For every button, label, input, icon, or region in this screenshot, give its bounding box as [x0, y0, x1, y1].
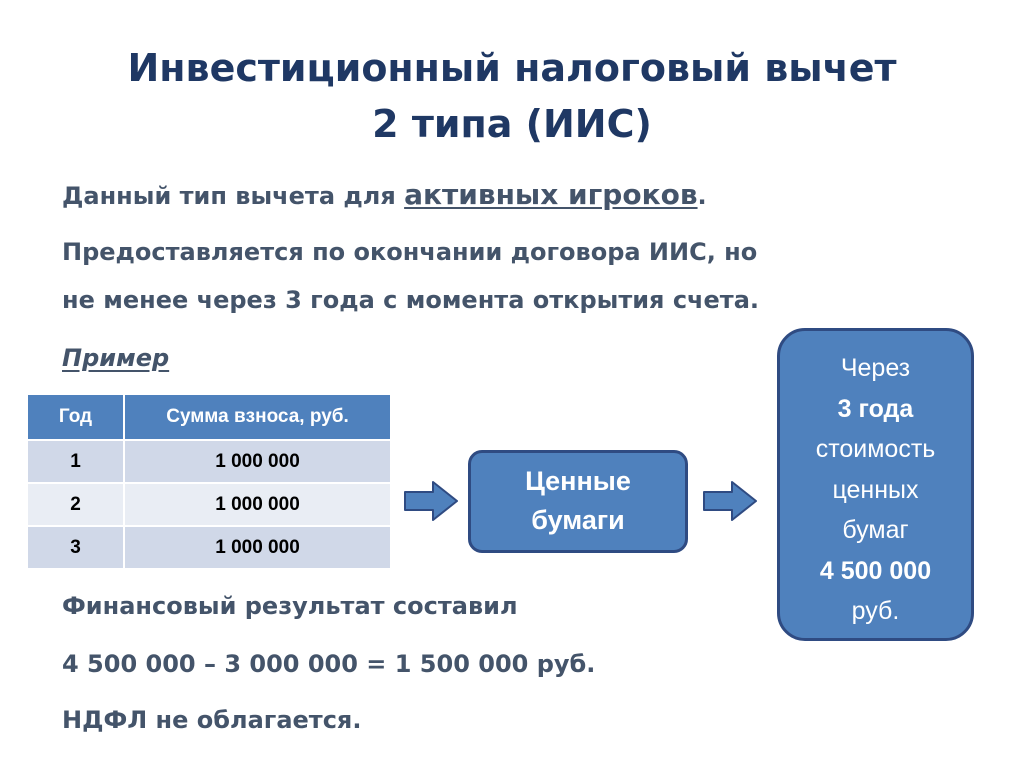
securities-box — [468, 450, 688, 553]
arrow-right-icon — [702, 480, 758, 522]
table-row — [28, 440, 390, 483]
row-2-amount: 1 000 000 — [124, 483, 390, 526]
condition-line-2: не менее через 3 года с момента открытия счета. — [62, 286, 760, 314]
active-players-highlight: активных игроков — [404, 178, 698, 211]
result-line-4: ценных — [832, 475, 919, 504]
financial-result-label: Финансовый результат составил — [62, 592, 518, 620]
header-amount: Сумма взноса, руб. — [124, 395, 390, 440]
slide-title-line-2: 2 типа (ИИС) — [372, 102, 652, 146]
slide-title — [40, 40, 984, 152]
table-header-row — [28, 395, 390, 440]
condition-line-1: Предоставляется по окончании договора ИИС, но — [62, 238, 758, 266]
header-year: Год — [28, 395, 124, 440]
arrow-right-icon — [403, 480, 459, 522]
contribution-table — [28, 395, 390, 568]
result-box — [777, 328, 974, 641]
financial-result-formula: 4 500 000 – 3 000 000 = 1 500 000 руб. — [62, 650, 596, 678]
result-line-1: Через — [840, 354, 911, 382]
example-label: Пример — [62, 344, 170, 372]
intro-prefix: Данный тип вычета для — [62, 182, 405, 210]
intro-text — [62, 178, 707, 211]
row-1-year: 1 — [28, 440, 124, 483]
result-line-2: 3 года — [837, 394, 914, 423]
row-2-year: 2 — [28, 483, 124, 526]
result-value: 4 500 000 — [819, 556, 932, 585]
result-line-5: бумаг — [842, 516, 909, 544]
result-currency: руб. — [851, 597, 900, 625]
table-row — [28, 526, 390, 568]
securities-line-1: Ценные — [525, 466, 631, 496]
row-1-amount: 1 000 000 — [124, 440, 390, 483]
row-3-amount: 1 000 000 — [124, 526, 390, 568]
row-3-year: 3 — [28, 526, 124, 568]
result-line-3: стоимость — [815, 435, 936, 463]
tax-exempt-note: НДФЛ не облагается. — [62, 706, 362, 734]
table-row — [28, 483, 390, 526]
intro-suffix: . — [697, 182, 707, 210]
slide-title-line-1: Инвестиционный налоговый вычет — [127, 46, 897, 90]
securities-line-2: бумаги — [531, 505, 625, 535]
